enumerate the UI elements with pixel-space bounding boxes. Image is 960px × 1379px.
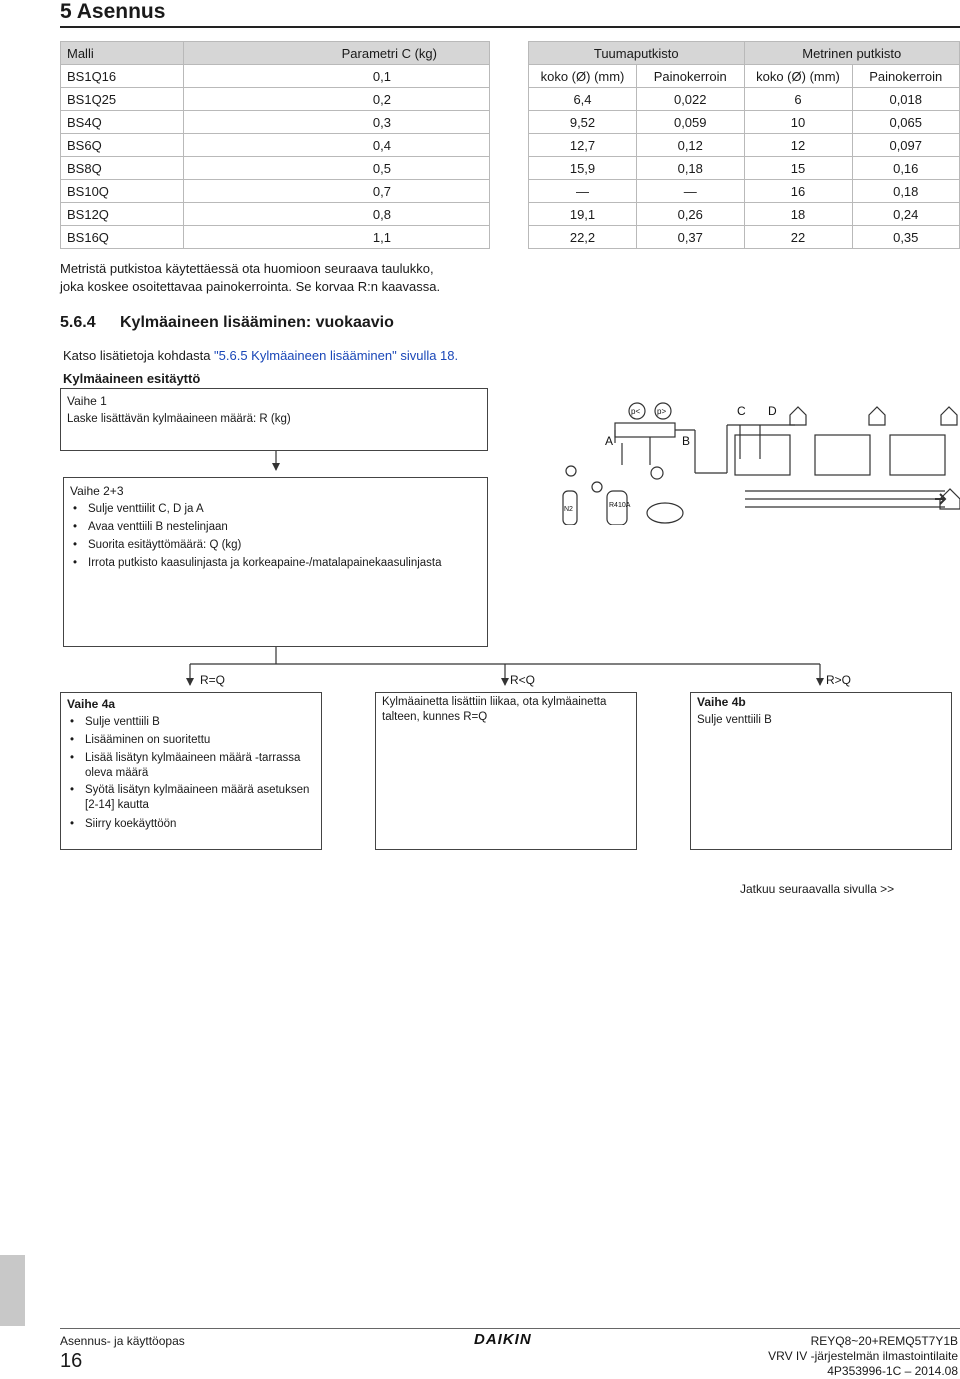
table-cell: BS12Q (61, 203, 184, 226)
outdoor-unit-3 (890, 435, 945, 475)
outdoor-unit-2 (815, 435, 870, 475)
step23-title: Vaihe 2+3 (70, 484, 124, 498)
house-icon (941, 407, 957, 425)
page-number: 16 (60, 1350, 83, 1372)
gauge-icon (592, 482, 602, 492)
page-edge-tab (0, 1255, 25, 1326)
table-cell: 16 (744, 180, 852, 203)
valve-label-d: D (768, 404, 777, 418)
table-cell: 0,7 (184, 180, 490, 203)
table-cell: BS6Q (61, 134, 184, 157)
table-cell: 0,5 (184, 157, 490, 180)
list-item: • Suorita esitäyttömäärä: Q (kg) (70, 536, 481, 554)
sub-header: koko (Ø) (mm) (744, 65, 852, 88)
list-item: • Sulje venttiilit C, D ja A (70, 500, 481, 518)
table-cell: — (529, 180, 637, 203)
table-cell: BS1Q25 (61, 88, 184, 111)
table-cell: 1,1 (184, 226, 490, 249)
cylinder-label-n2: N2 (564, 506, 573, 513)
table-cell: 0,35 (852, 226, 960, 249)
continue-note: Jatkuu seuraavalla sivulla >> (740, 882, 895, 896)
table-cell: 0,24 (852, 203, 960, 226)
table-cell: 0,37 (637, 226, 745, 249)
table-cell: 0,3 (184, 111, 490, 134)
step1-title: Vaihe 1 (67, 394, 107, 408)
table-cell: 22 (744, 226, 852, 249)
table-cell: 9,52 (529, 111, 637, 134)
table-cell: 0,059 (637, 111, 745, 134)
valve-label-b: B (682, 434, 691, 448)
table-cell: 0,4 (184, 134, 490, 157)
sub-header: Painokerroin (637, 65, 745, 88)
vacuum-pump-icon (647, 503, 683, 523)
list-item: • Lisää lisätyn kylmäaineen määrä -tarrassa oleva määrä (67, 751, 315, 781)
table-cell: 6 (744, 88, 852, 111)
table-cell: 22,2 (529, 226, 637, 249)
sub-header: koko (Ø) (mm) (529, 65, 637, 88)
table-cell: 6,4 (529, 88, 637, 111)
table-cell: BS4Q (61, 111, 184, 134)
precharge-heading: Kylmäaineen esitäyttö (63, 371, 201, 386)
metric-note-line: Metristä putkistoa käytettäessä ota huomioon seuraava taulukko, (60, 261, 434, 276)
table-cell: 0,18 (852, 180, 960, 203)
reference-prefix: Katso lisätietoja kohdasta (63, 348, 215, 363)
valve-label-a: A (605, 434, 614, 448)
list-item: • Siirry koekäyttöön (67, 815, 315, 833)
step23-box (63, 477, 488, 647)
table-cell: 0,1 (184, 65, 490, 88)
footer-product-info (768, 1334, 958, 1379)
gauge-icon (651, 467, 663, 479)
table-cell: 0,097 (852, 134, 960, 157)
list-item: • Avaa venttiili B nestelinjaan (70, 518, 481, 536)
footer-manual-title: Asennus- ja käyttöopas (60, 1334, 185, 1348)
valve-label-c: C (737, 404, 746, 418)
overcharge-text: Kylmäainetta lisättiin liikaa, ota kylmäainetta talteen, kunnes R=Q (382, 696, 607, 723)
gauge-label-high: p> (657, 407, 667, 416)
table-cell: 18 (744, 203, 852, 226)
gauge-icon (566, 466, 576, 476)
col-header-parameter: Parametri C (kg) (184, 42, 490, 65)
page-title: 5 Asennus (60, 0, 166, 23)
piping-diagram (555, 395, 960, 525)
table-cell: 0,16 (852, 157, 960, 180)
list-item: • Lisääminen on suoritettu (67, 731, 315, 749)
footer-model: REYQ8~20+REMQ5T7Y1B (810, 1334, 958, 1348)
gauge-label-low: p< (631, 407, 641, 416)
step1-box (60, 388, 488, 451)
table-cell: BS1Q16 (61, 65, 184, 88)
table-cell: 15,9 (529, 157, 637, 180)
table-cell: 19,1 (529, 203, 637, 226)
list-item: • Irrota putkisto kaasulinjasta ja korkeapaine-/matalapainekaasulinjasta (70, 554, 481, 572)
section-title: Kylmäaineen lisääminen: vuokaavio (120, 314, 394, 331)
table-cell: BS10Q (61, 180, 184, 203)
step4b-text: Sulje venttiili B (697, 714, 772, 726)
step1-text: Laske lisättävän kylmäaineen määrä: R (kg) (67, 413, 291, 425)
flow-label-lt: R<Q (510, 673, 536, 687)
flow-label-gt: R>Q (826, 673, 852, 687)
footer-product: VRV IV -järjestelmän ilmastointilaite (768, 1349, 958, 1363)
outdoor-unit-1 (735, 435, 790, 475)
table-cell: 0,018 (852, 88, 960, 111)
manifold-gauge (615, 423, 675, 437)
table-cell: 0,022 (637, 88, 745, 111)
group-header-inch: Tuumaputkisto (529, 42, 745, 65)
table-cell: 0,2 (184, 88, 490, 111)
flow-label-eq: R=Q (200, 673, 226, 687)
footer-doc: 4P353996-1C – 2014.08 (827, 1364, 958, 1378)
house-icon (869, 407, 885, 425)
table-cell: 0,8 (184, 203, 490, 226)
section-number: 5.6.4 (60, 314, 96, 331)
table-cell: 15 (744, 157, 852, 180)
table-cell: 0,26 (637, 203, 745, 226)
table-cell: 12,7 (529, 134, 637, 157)
col-header-model: Malli (61, 42, 184, 65)
table-cell: 0,12 (637, 134, 745, 157)
step4b-title: Vaihe 4b (697, 695, 746, 709)
table-cell: 10 (744, 111, 852, 134)
step4a-box (60, 692, 322, 850)
metric-note-line: joka koskee osoitettavaa painokerrointa. Se korvaa R:n kaavassa. (60, 279, 441, 294)
list-item: • Sulje venttiili B (67, 713, 315, 731)
list-item: • Syötä lisätyn kylmäaineen määrä asetuksen [2-14] kautta (67, 783, 315, 813)
house-icon (790, 407, 806, 425)
table-cell: 0,065 (852, 111, 960, 134)
table-cell: BS8Q (61, 157, 184, 180)
table-cell: 0,18 (637, 157, 745, 180)
table-cell: — (637, 180, 745, 203)
step4a-title: Vaihe 4a (67, 697, 116, 711)
reference-link[interactable]: "5.6.5 Kylmäaineen lisääminen" sivulla 18. (214, 348, 459, 363)
table-cell: 12 (744, 134, 852, 157)
step4b-box (690, 692, 952, 850)
cylinder-label-r410a: R410A (609, 502, 631, 509)
table-cell: BS16Q (61, 226, 184, 249)
group-header-metric: Metrinen putkisto (744, 42, 960, 65)
brand-logo: DAIKIN (474, 1331, 532, 1348)
overcharge-box (375, 692, 637, 850)
footer-rule (60, 1328, 960, 1329)
sub-header: Painokerroin (852, 65, 960, 88)
